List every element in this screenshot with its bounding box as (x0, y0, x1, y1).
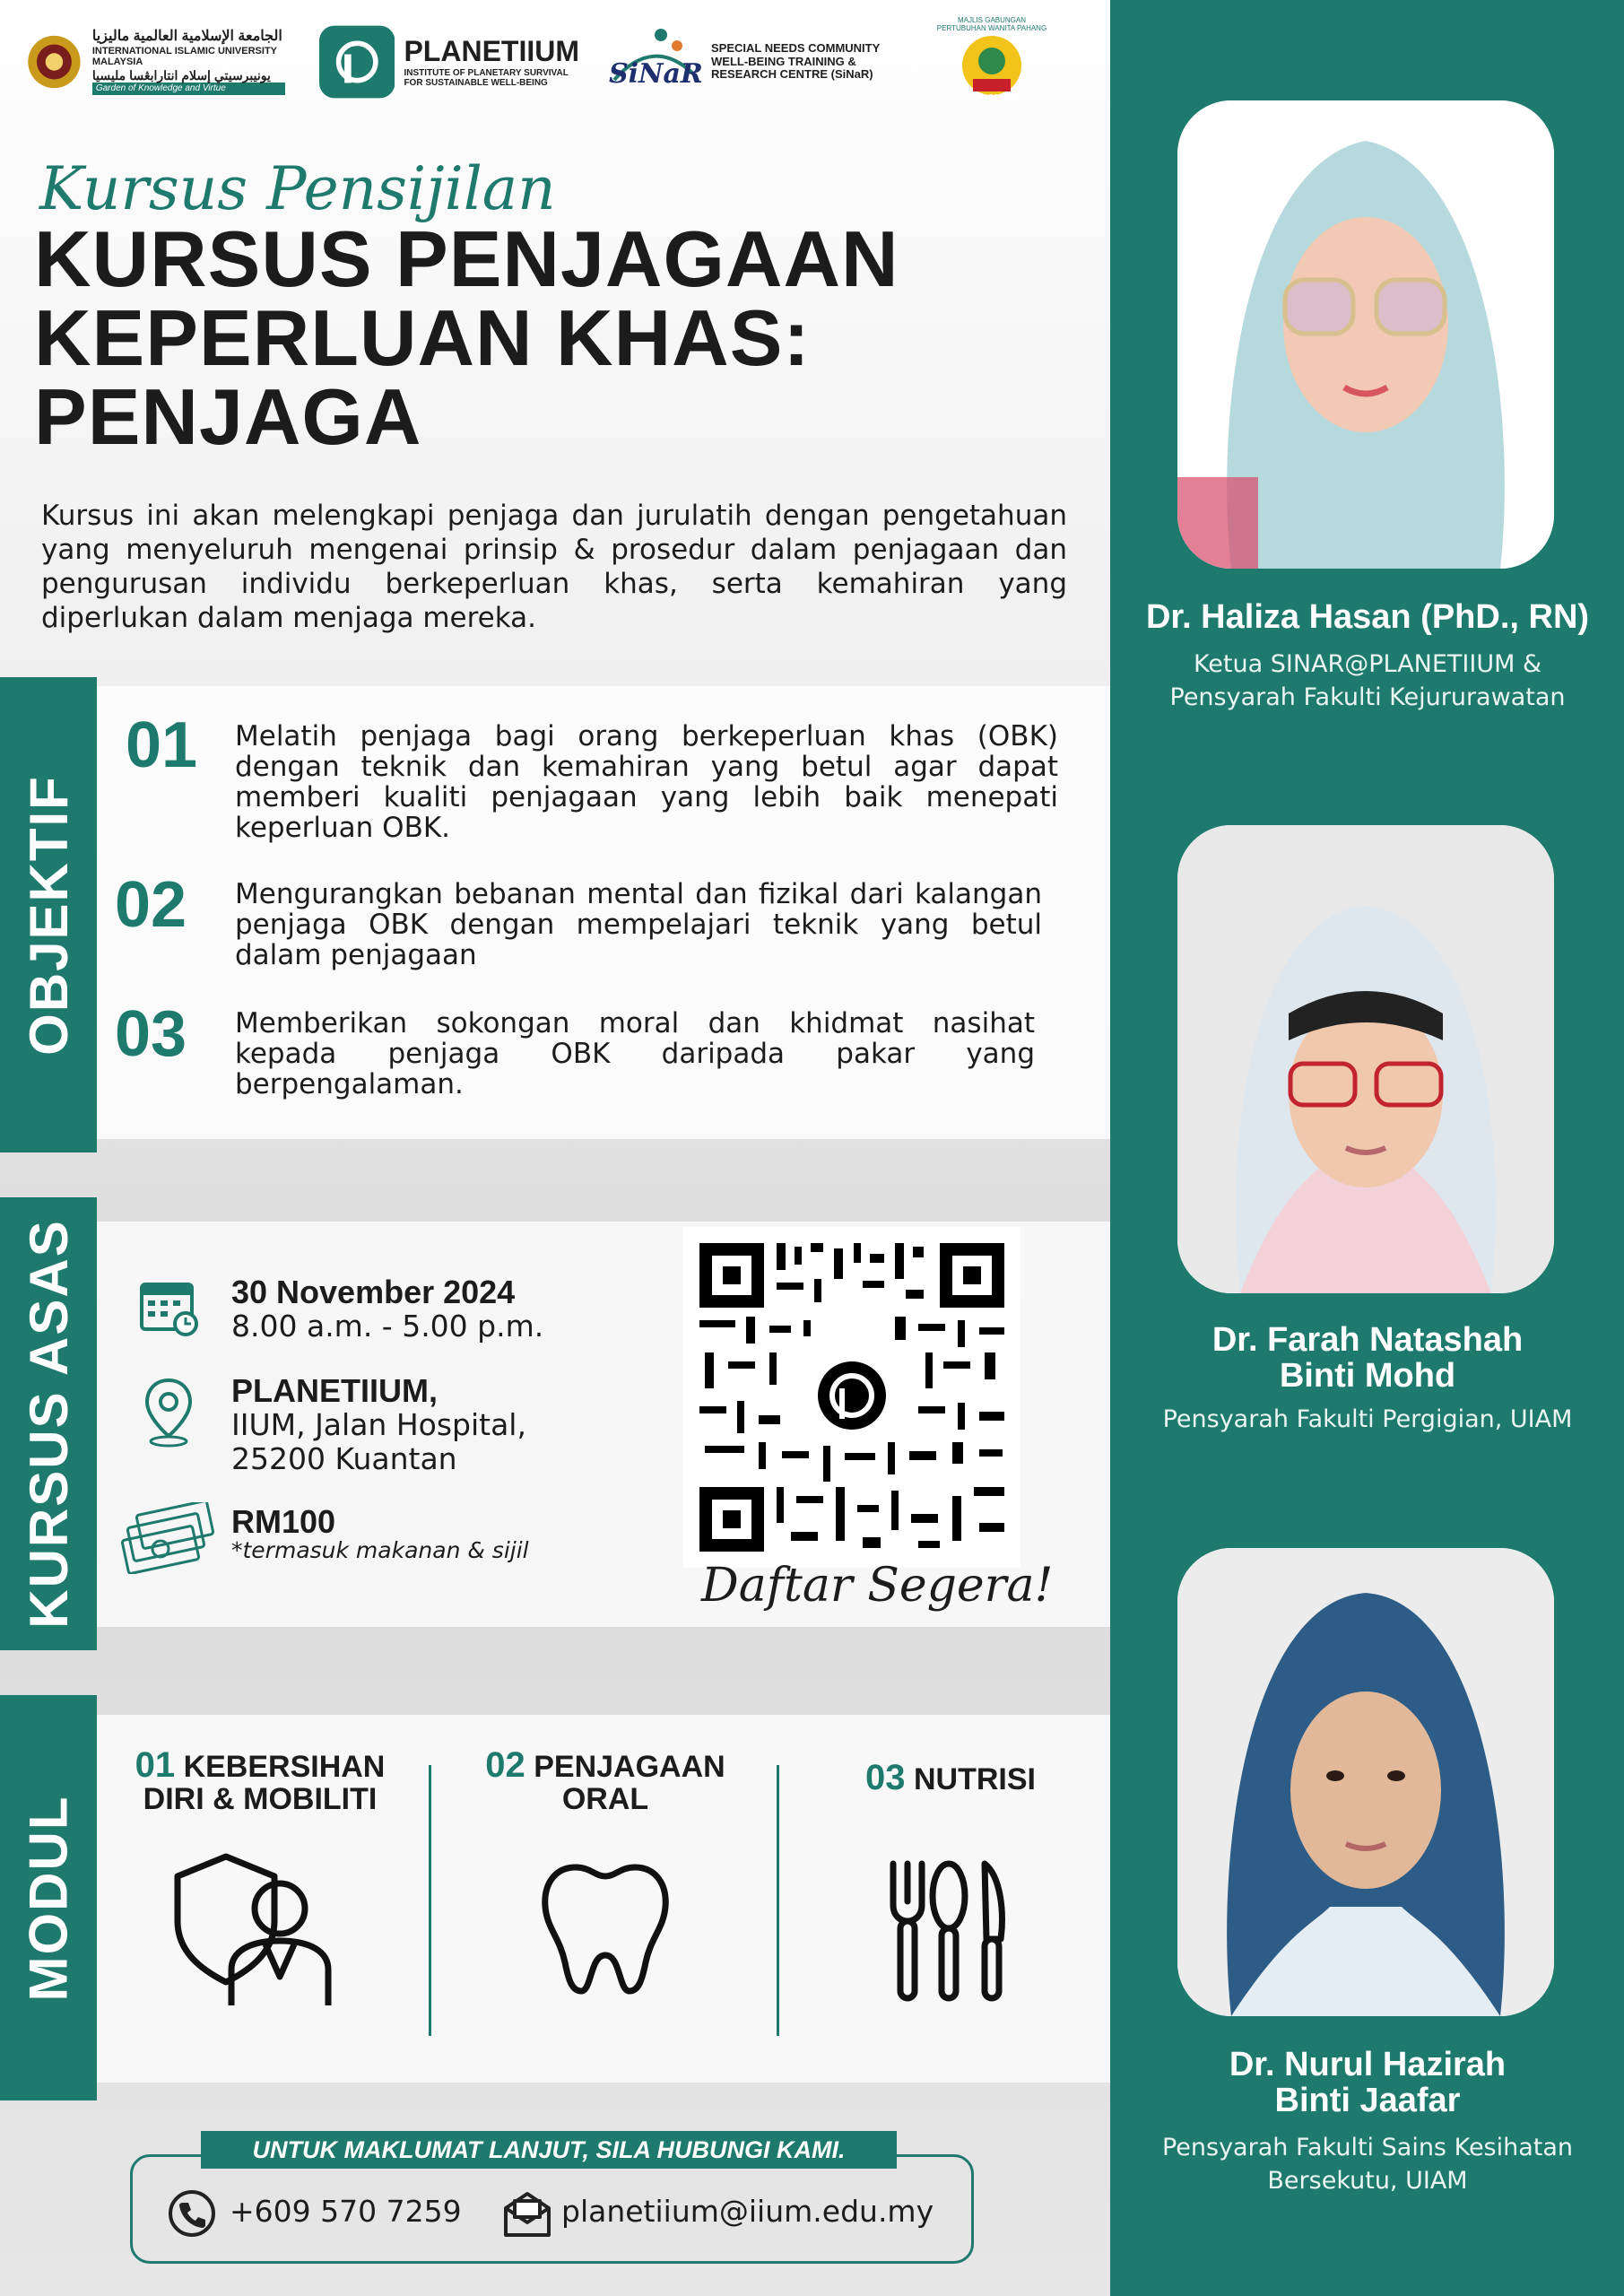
speaker-1-role-line2: Pensyarah Fakulti Kejururawatan (1169, 683, 1566, 711)
qr-caption: Daftar Segera! (701, 1559, 1054, 1613)
phone-icon (167, 2188, 217, 2239)
speaker-3-name-line2: Binti Jaafar (1274, 2082, 1461, 2119)
kursus-label: KURSUS ASAS (18, 1219, 79, 1629)
objektif-text-3: Memberikan sokongan moral dan khidmat nasihat kepada penjaga OBK daripada pakar yang berpengalaman. (235, 1007, 1035, 1100)
speaker-2-name-line2: Binti Mohd (1279, 1357, 1456, 1395)
ncwo-arc-text: MAJLIS GABUNGAN PERTUBUHAN WANITA PAHANG (936, 16, 1047, 32)
module-2-line2: ORAL (561, 1782, 649, 1816)
module-divider-1 (429, 1765, 431, 2036)
contact-email[interactable]: planetiium@iium.edu.my (561, 2194, 934, 2229)
speaker-3-portrait-icon (1177, 1548, 1554, 2016)
objektif-text-2: Mengurangkan bebanan mental dan fizikal dari kalangan penjaga OBK dengan mempelajari teknik yang betul dalam penjagaan (235, 878, 1042, 971)
planetiium-emblem-icon (319, 23, 395, 100)
modul-tab (0, 1695, 97, 2100)
iium-tagline: Garden of Knowledge and Virtue (92, 83, 285, 95)
module-1-number: 01 (135, 1745, 176, 1785)
ncwo-label: NCWO PAHANG (964, 93, 1020, 101)
cutlery-icon (888, 1858, 1010, 2004)
objektif-number-3: 03 (115, 998, 187, 1070)
speaker-1-portrait-icon (1177, 100, 1554, 569)
module-2-number: 02 (485, 1745, 525, 1785)
contact-heading: UNTUK MAKLUMAT LANJUT, SILA HUBUNGI KAMI. (201, 2131, 897, 2169)
modul-label: MODUL (18, 1795, 79, 2001)
module-1-line2: DIRI & MOBILITI (143, 1782, 378, 1816)
speaker-1-role-line1: Ketua SINAR@PLANETIIUM & (1193, 650, 1542, 678)
tooth-icon (538, 1862, 673, 1996)
sinar-line2: WELL-BEING TRAINING & (711, 54, 856, 68)
sinar-wordmark: SiNaR (609, 58, 703, 90)
speaker-1-name (1116, 599, 1619, 635)
speaker-2-photo (1177, 825, 1554, 1293)
venue-name: PLANETIIUM, (231, 1372, 438, 1409)
speaker-1-photo (1177, 100, 1554, 569)
title-line-2: KEPERLUAN KHAS: (34, 293, 811, 382)
iium-name: INTERNATIONAL ISLAMIC UNIVERSITY MALAYSIA (91, 45, 277, 68)
iium-malay: يونيبرسيتي إسلام انتارابڠسا مليسيا (91, 68, 271, 83)
sinar-line3: RESEARCH CENTRE (SiNaR) (711, 67, 873, 82)
script-title: Kursus Pensijilan (39, 154, 556, 223)
venue-line-2: 25200 Kuantan (231, 1441, 457, 1476)
speaker-3-name-line1: Dr. Nurul Hazirah (1229, 2046, 1507, 2083)
course-date: 30 November 2024 (231, 1274, 516, 1310)
title-line-3: PENJAGA (34, 372, 422, 461)
objektif-number-1: 01 (126, 709, 198, 781)
sinar-logo (605, 22, 901, 102)
course-price: RM100 (231, 1503, 336, 1540)
speaker-3-role-line1: Pensyarah Fakulti Sains Kesihatan (1161, 2134, 1574, 2161)
module-3-number: 03 (865, 1758, 906, 1797)
speaker-2-name (1116, 1322, 1619, 1394)
email-icon (502, 2188, 552, 2239)
module-3-line1: NUTRISI (913, 1762, 1036, 1796)
kursus-tab (0, 1197, 97, 1650)
speaker-2-role-line1: Pensyarah Fakulti Pergigian, UIAM (1162, 1405, 1573, 1433)
speaker-3-role (1116, 2131, 1619, 2197)
speaker-2-portrait-icon (1177, 825, 1554, 1293)
objektif-label: OBJEKTIF (18, 774, 79, 1056)
speaker-3-name (1116, 2047, 1619, 2118)
module-2-line1: PENJAGAAN (534, 1750, 725, 1784)
ncwo-emblem-icon (960, 34, 1023, 97)
price-note: *termasuk makanan & sijil (231, 1537, 529, 1563)
speaker-3-role-line2: Bersekutu, UIAM (1267, 2167, 1468, 2195)
speaker-3-photo (1177, 1548, 1554, 2016)
iium-arabic: الجامعة الإسلامية العالمية ماليزيا (91, 29, 282, 45)
venue-line-1: IIUM, Jalan Hospital, (231, 1407, 526, 1442)
objektif-text-1: Melatih penjaga bagi orang berkeperluan khas (OBK) dengan teknik dan kemahiran yang betul agar dapat memberi kualiti penjagaan yang lebih baik menepati keperluan OBK. (235, 720, 1058, 844)
hygiene-icon (172, 1851, 339, 2008)
planetiium-sub2: FOR SUSTAINABLE WELL-BEING (404, 78, 548, 89)
iium-logo (25, 22, 285, 102)
planetiium-logo (319, 22, 579, 102)
contact-phone[interactable]: +609 570 7259 (230, 2194, 462, 2229)
intro-paragraph: Kursus ini akan melengkapi penjaga dan jurulatih dengan pengetahuan yang menyeluruh mengenai prinsip & prosedur dalam penjagaan dan pengurusan individu berkeperluan khas, serta kemahiran yang diperlukan dalam menjaga mereka. (41, 500, 1067, 634)
qr-code-icon (683, 1227, 1020, 1568)
iium-emblem-icon (25, 26, 83, 98)
ncwo-logo (934, 16, 1049, 109)
speaker-2-name-line1: Dr. Farah Natashah (1211, 1321, 1524, 1359)
sinar-emblem (605, 26, 702, 98)
module-1-line1: KEBERSIHAN (183, 1750, 386, 1784)
speaker-2-role (1116, 1403, 1619, 1436)
speaker-1-role (1116, 648, 1619, 714)
title-line-1: KURSUS PENJAGAAN (34, 214, 899, 303)
objektif-number-2: 02 (115, 869, 187, 941)
module-divider-2 (777, 1765, 779, 2036)
course-time: 8.00 a.m. - 5.00 p.m. (231, 1309, 544, 1344)
sinar-line1: SPECIAL NEEDS COMMUNITY (711, 40, 881, 55)
calendar-icon (139, 1277, 200, 1336)
module-3-title (807, 1758, 1094, 1797)
module-1-title (108, 1745, 413, 1816)
page-title (34, 214, 1092, 461)
location-pin-icon (142, 1377, 195, 1448)
module-2-title (448, 1745, 762, 1816)
planetiium-name: PLANETIIUM (404, 35, 579, 68)
money-icon (121, 1502, 220, 1574)
speaker-1-name-line1: Dr. Haliza Hasan (PhD., RN) (1145, 598, 1590, 636)
planetiium-sub1: INSTITUTE OF PLANETARY SURVIVAL (404, 67, 569, 78)
registration-qr-code[interactable] (683, 1227, 1020, 1568)
objektif-tab (0, 677, 97, 1152)
